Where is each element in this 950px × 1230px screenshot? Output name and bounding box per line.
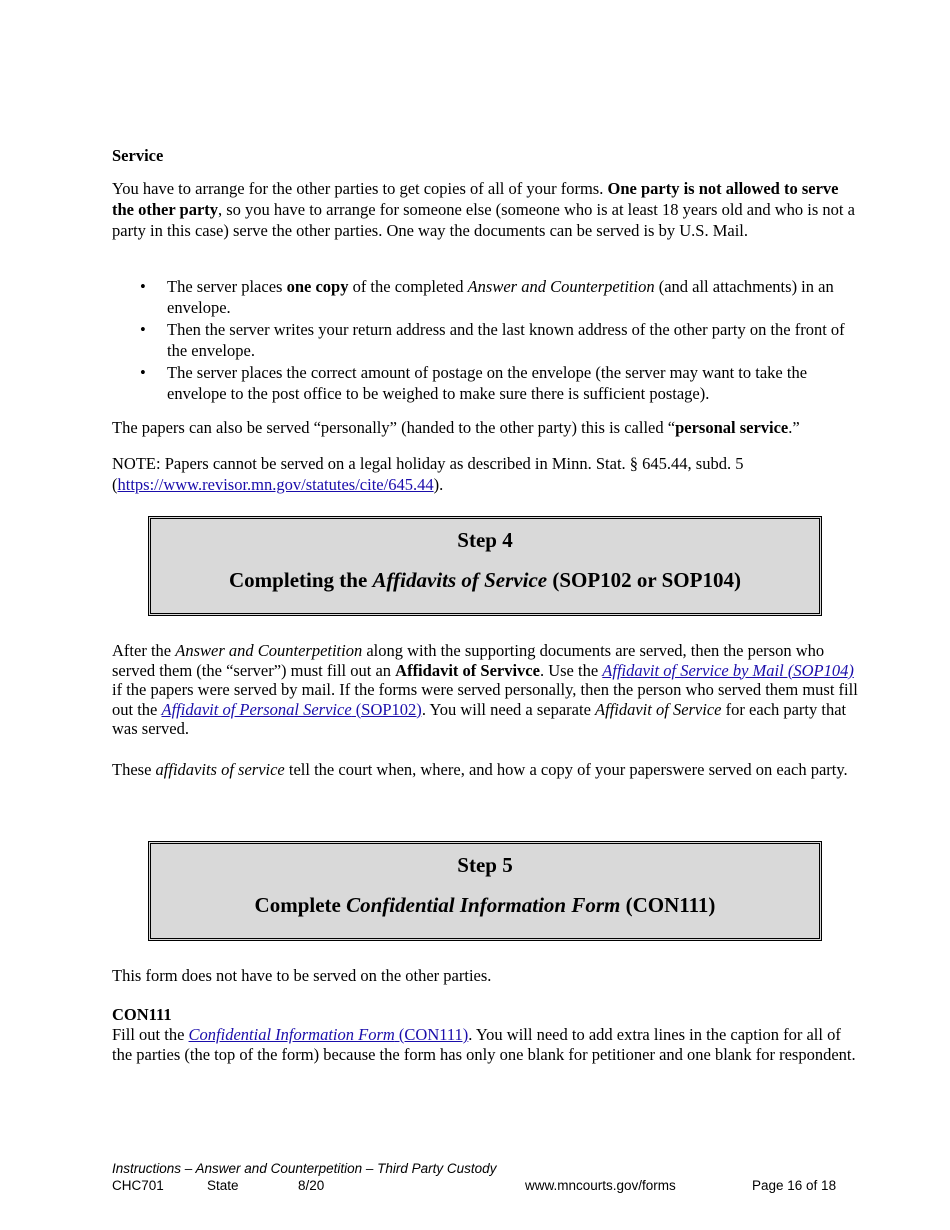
list-item: • The server places the correct amount of postage on the envelope (the server may want to take the envelope to the post office to be weighed to make sure there is sufficient postage). — [140, 363, 808, 403]
footer-title: Instructions – Answer and Counterpetition – Third Party Custody — [112, 1161, 497, 1176]
page-number: Page 16 of 18 — [752, 1178, 837, 1193]
step4-subtitle: Completing the Affidavits of Service (SOP102 or SOP104) — [229, 568, 741, 592]
affidavit-mail-link[interactable]: Affidavit of Service by Mail (SOP104) — [602, 660, 854, 680]
list-item: • Then the server writes your return address and the last known address of the other party on the front of the envelope. — [140, 320, 845, 360]
bullet-icon: • — [140, 363, 146, 382]
note-paragraph: NOTE: Papers cannot be served on a legal holiday as described in Minn. Stat. § 645.44, subd. 5 (https://www.revisor.mn.gov/statutes/cite/645.44). — [112, 454, 744, 494]
service-steps-list — [112, 276, 862, 405]
list-item: • The server places one copy of the completed Answer and Counterpetition (and all attachments) in an envelope. — [140, 277, 834, 317]
affidavits-paragraph: These affidavits of service tell the court when, where, and how a copy of your paperswere served on each party. — [112, 760, 848, 779]
bullet-icon: • — [140, 277, 146, 296]
footer-state: State — [207, 1178, 239, 1193]
con111-heading: CON111 — [112, 1005, 172, 1024]
footer-url: www.mncourts.gov/forms — [525, 1178, 676, 1193]
bullet-icon: • — [140, 320, 146, 339]
step4-title: Step 4 — [457, 528, 513, 552]
revisor-link[interactable]: https://www.revisor.mn.gov/statutes/cite/645.44 — [117, 475, 434, 494]
step4-paragraph: After the Answer and Counterpetition along with the supporting documents are served, then the person who served them (the “server”) must fill out an Affidavit of Servivce. Use the Affidavit of Service by Mail (SOP104) if the papers were served by mail. If the forms were served personally, then the person who served them must fill out the Affidavit of Personal Service (SOP102). You will need a separate Affidavit of Service for each party that was served. — [112, 641, 858, 738]
footer-date: 8/20 — [298, 1178, 325, 1193]
affidavit-personal-link[interactable]: Affidavit of Personal Service (SOP102) — [161, 699, 422, 719]
personal-service-paragraph: The papers can also be served “personally” (handed to the other party) this is called “personal service.” — [112, 418, 800, 437]
form-code: CHC701 — [112, 1178, 164, 1193]
page-footer — [112, 1160, 872, 1194]
footer-row — [112, 1177, 872, 1194]
con111-paragraph: Fill out the Confidential Information Form (CON111). You will need to add extra lines in the caption for all of the parties (the top of the form) because the form has only one blank for petitioner and one blank for respondent. — [112, 1025, 856, 1064]
step5-paragraph: This form does not have to be served on the other parties. — [112, 966, 492, 985]
confidential-form-link[interactable]: Confidential Information Form (CON111) — [188, 1025, 469, 1044]
step5-subtitle: Complete Confidential Information Form (CON111) — [254, 893, 716, 917]
service-paragraph: You have to arrange for the other parties to get copies of all of your forms. One party is not allowed to serve the other party, so you have to arrange for someone else (someone who is at least 18 years old and who is not a party in this case) serve the other parties. One way the documents can be served is by U.S. Mail. — [112, 179, 855, 240]
step5-box — [148, 841, 822, 941]
service-emphasis: One party is not allowed to serve the other party — [112, 179, 839, 219]
service-heading: Service — [112, 146, 164, 165]
step5-title: Step 5 — [457, 853, 513, 877]
step4-box — [148, 516, 822, 616]
